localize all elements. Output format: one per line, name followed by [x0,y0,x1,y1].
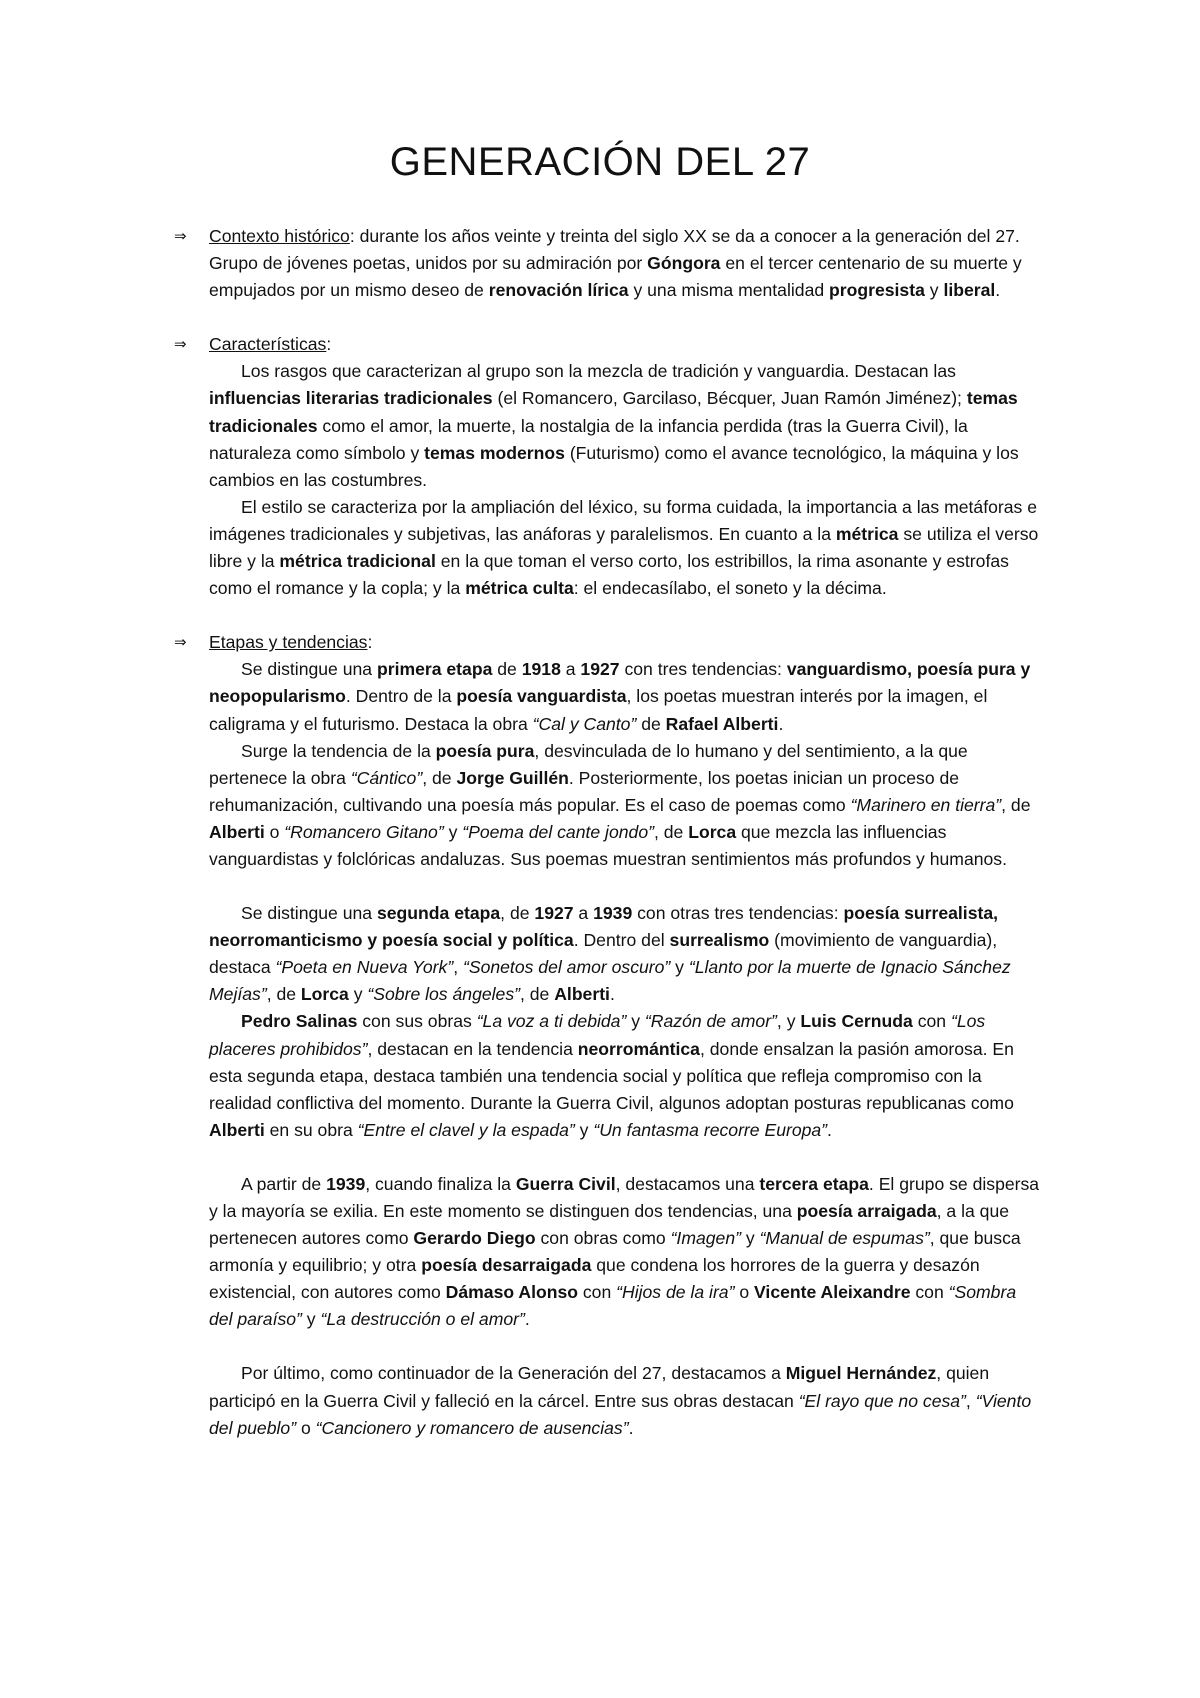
text-run: , los poetas muestran interés por la imagen, el caligrama y el futurismo. Destaca la obra [209,686,988,734]
bold-text: vanguardismo, poesía pura y neopopularismo [209,659,1031,707]
text-run: Se distingue una [241,659,377,680]
section-heading-paragraph [174,629,1044,656]
bold-text: Alberti [554,984,610,1005]
italic-title: “Llanto por la muerte de Ignacio Sánchez Mejías” [209,957,1011,1005]
bold-text: poesía vanguardista [456,686,627,707]
italic-title: “Poeta en Nueva York” [275,957,454,978]
arrow-icon: ⇒ [174,336,187,354]
text-run: A partir de [241,1173,327,1194]
bold-text: temas tradicionales [209,388,1018,436]
arrow-icon: ⇒ [174,228,187,245]
text-run: como el amor, la muerte, la nostalgia de la infancia perdida (tras la Guerra Civil), la naturaleza como símbolo y [209,415,968,463]
text-run: a [573,903,594,924]
text-run: en su obra [264,1119,358,1140]
paragraph [209,1171,1044,1334]
text-run: con otras tres tendencias: [632,903,844,924]
paragraph [209,494,1044,602]
italic-title: “La destrucción o el amor” [320,1309,525,1330]
bold-text: métrica culta [465,578,574,599]
text-run: . [628,1417,634,1438]
text-run: durante los años veinte y treinta del siglo XX se da a conocer a la generación del 27. Grupo de jóvenes poetas, unidos por su admiración por [209,226,1020,274]
text-run: , [965,1390,976,1411]
section-heading: Contexto histórico [209,226,350,246]
bold-text: Gerardo Diego [413,1228,536,1249]
text-run: . Dentro del [573,930,670,951]
bold-text: métrica [835,523,899,544]
text-run: y [301,1309,321,1330]
bold-text: Dámaso Alonso [445,1282,578,1303]
paragraph [209,900,1044,1008]
text-run: , quien participó en la Guerra Civil y falleció en la cárcel. Entre sus obras destacan [209,1363,990,1411]
paragraph [209,358,1044,493]
text-run: . [995,280,1001,301]
bold-text: Góngora [647,253,721,274]
text-run: con [912,1011,951,1032]
bold-text: 1939 [593,903,633,924]
paragraph-gap [174,873,1044,900]
italic-title: “La voz a ti debida” [476,1011,627,1032]
bold-text: Luis Cernuda [800,1011,913,1032]
section [174,331,1044,602]
text-run: , de [500,903,535,924]
italic-title: “Manual de espumas” [759,1228,930,1249]
section-gap [174,602,1044,629]
heading-colon: : [367,632,373,653]
section-heading-paragraph [174,223,1044,304]
paragraph-gap [174,1144,1044,1171]
text-run: y [626,1011,645,1032]
text-run: . [609,984,615,1005]
text-run: , destacan en la tendencia [367,1038,578,1059]
text-run: Por último, como continuador de la Generación del 27, destacamos a [241,1363,786,1384]
bold-text: Jorge Guillén [456,767,569,788]
italic-title: “Entre el clavel y la espada” [357,1119,575,1140]
text-run: se utiliza el verso libre y la [209,523,1039,572]
text-run: de [636,713,666,734]
bold-text: progresista [829,280,925,301]
bold-text: Alberti [209,1119,265,1140]
text-run: , [453,957,463,978]
paragraph [209,738,1044,873]
italic-title: “Marinero en tierra” [850,794,1002,815]
text-run: y [924,280,944,301]
text-run: . [524,1309,530,1330]
heading-colon: : [326,334,332,355]
text-run: . [778,713,784,734]
italic-title: “Razón de amor” [644,1011,777,1032]
bold-text: tercera etapa [759,1173,869,1194]
bold-text: renovación lírica [488,280,629,301]
italic-title: “Hijos de la ira” [616,1282,735,1303]
bold-text: 1927 [534,903,574,924]
bold-text: neorromántica [577,1038,700,1059]
heading-colon: : [349,226,355,246]
text-run: , de [266,984,301,1005]
text-run: de [492,659,522,680]
text-run: , cuando finaliza la [365,1173,516,1194]
bold-text: influencias literarias tradicionales [209,388,493,409]
text-run: Surge la tendencia de la [241,740,436,761]
italic-title: “Sombra del paraíso” [209,1282,1017,1330]
italic-title: “Cal y Canto” [532,713,637,734]
text-run: El estilo se caracteriza por la ampliación del léxico, su forma cuidada, la importancia a las metáforas e imágenes tradicionales y subjetivas, las anáforas y paralelismos. En cuanto a la [209,496,1038,544]
text-run: , de [422,767,457,788]
italic-title: “Sobre los ángeles” [367,984,520,1005]
text-run: y una misma mentalidad [628,280,830,301]
bold-text: Alberti [209,821,265,842]
text-run: (Futurismo) como el avance tecnológico, la máquina y los cambios en las costumbres. [209,442,1019,490]
paragraph [209,656,1044,737]
text-run: en el tercer centenario de su muerte y empujados por un mismo deseo de [209,253,1022,301]
text-run: . [827,1119,832,1140]
bold-text: poesía surrealista, neorromanticismo y poesía social y política [209,903,999,951]
document-body [174,223,1044,1442]
bold-text: 1939 [326,1173,366,1194]
text-run: con [910,1282,949,1303]
italic-title: “Romancero Gitano” [284,821,444,842]
bold-text: 1927 [580,659,620,680]
bold-text: 1918 [521,659,561,680]
text-run: en la que toman el verso corto, los estribillos, la rima asonante y estrofas como el romance y la copla; y la [209,551,1009,599]
text-run: y [574,1119,594,1140]
paragraph [209,1360,1044,1441]
italic-title: “Los placeres prohibidos” [209,1011,986,1059]
text-run: o [734,1282,755,1303]
italic-title: “Cántico” [350,767,423,788]
text-run: (el Romancero, Garcilaso, Bécquer, Juan Ramón Jiménez); [492,388,967,409]
text-run: , destacamos una [615,1173,760,1194]
bold-text: Miguel Hernández [785,1363,937,1384]
section-gap [174,304,1044,331]
document-title: GENERACIÓN DEL 27 [389,140,811,184]
text-run: , de [519,984,555,1005]
bold-text: Pedro Salinas [241,1011,358,1032]
text-run: Los rasgos que caracterizan al grupo son la mezcla de tradición y vanguardia. Destacan las [241,361,956,382]
text-run: (movimiento de vanguardia), destaca [209,930,998,978]
bold-text: surrealismo [669,930,770,951]
text-run: o [264,821,285,842]
section-heading-paragraph [174,331,1044,358]
text-run: , donde ensalzan la pasión amorosa. En esta segunda etapa, destaca también una tendencia social y política que refleja compromiso con la realidad conflictiva del momento. Durante la Guerra Civil, algunos adoptan posturas republicanas como [209,1038,1014,1113]
arrow-icon: ⇒ [174,634,187,652]
text-run: con sus obras [357,1011,477,1032]
text-run: . El grupo se dispersa y la mayoría se exilia. En este momento se distinguen dos tendencias, una [209,1173,1040,1221]
italic-title: “Cancionero y romancero de ausencias” [315,1417,629,1438]
text-run: que mezcla las influencias vanguardistas y folclóricas andaluzas. Sus poemas muestran sentimientos más profundos y humanos. [209,821,1007,869]
text-run: con obras como [535,1228,671,1249]
text-run: y [670,957,689,978]
section [174,629,1044,1442]
text-run: , de [1001,794,1031,815]
bold-text: primera etapa [376,659,493,680]
text-run: y [443,821,463,842]
section-heading: Etapas y tendencias [209,632,368,653]
italic-title: “El rayo que no cesa” [798,1390,966,1411]
text-run: que condena los horrores de la guerra y desazón existencial, con autores como [209,1255,980,1303]
text-run: , desvinculada de lo humano y del sentimiento, a la que pertenece la obra [209,740,968,788]
paragraph-gap [174,1333,1044,1360]
bold-text: Rafael Alberti [665,713,779,734]
text-run: a [560,659,581,680]
bold-text: Lorca [300,984,349,1005]
italic-title: “Imagen” [670,1228,741,1249]
bold-text: temas modernos [424,442,565,463]
text-run: y [348,984,368,1005]
italic-title: “Sonetos del amor oscuro” [462,957,671,978]
bold-text: Guerra Civil [515,1173,616,1194]
bold-text: segunda etapa [376,903,501,924]
bold-text: Vicente Aleixandre [754,1282,911,1303]
text-run: . Dentro de la [345,686,457,707]
bold-text: poesía arraigada [796,1201,937,1221]
bold-text: métrica tradicional [279,551,436,572]
bold-text: liberal [943,280,996,301]
text-run: . Posteriormente, los poetas inician un proceso de rehumanización, cultivando una poesía más popular. Es el caso de poemas como [209,767,960,815]
text-run: con [577,1282,617,1303]
italic-title: “Viento del pueblo” [209,1390,1032,1438]
text-run: o [296,1417,316,1438]
text-run: , de [653,821,689,842]
bold-text: Lorca [688,821,737,842]
text-run: : el endecasílabo, el soneto y la décima. [573,578,887,599]
text-run: y [740,1228,760,1249]
text-run: , que busca armonía y equilibrio; y otra [209,1228,1021,1276]
paragraph [209,1008,1044,1143]
bold-text: poesía desarraigada [421,1255,592,1276]
text-run: , y [776,1011,801,1032]
section [174,223,1044,304]
italic-title: “Un fantasma recorre Europa” [593,1119,828,1140]
text-run: Se distingue una [241,903,377,924]
section-heading: Características [209,334,327,355]
bold-text: poesía pura [435,740,535,761]
text-run: , a la que pertenecen autores como [209,1201,1010,1249]
italic-title: “Poema del cante jondo” [462,821,654,842]
text-run: con tres tendencias: [619,659,787,680]
